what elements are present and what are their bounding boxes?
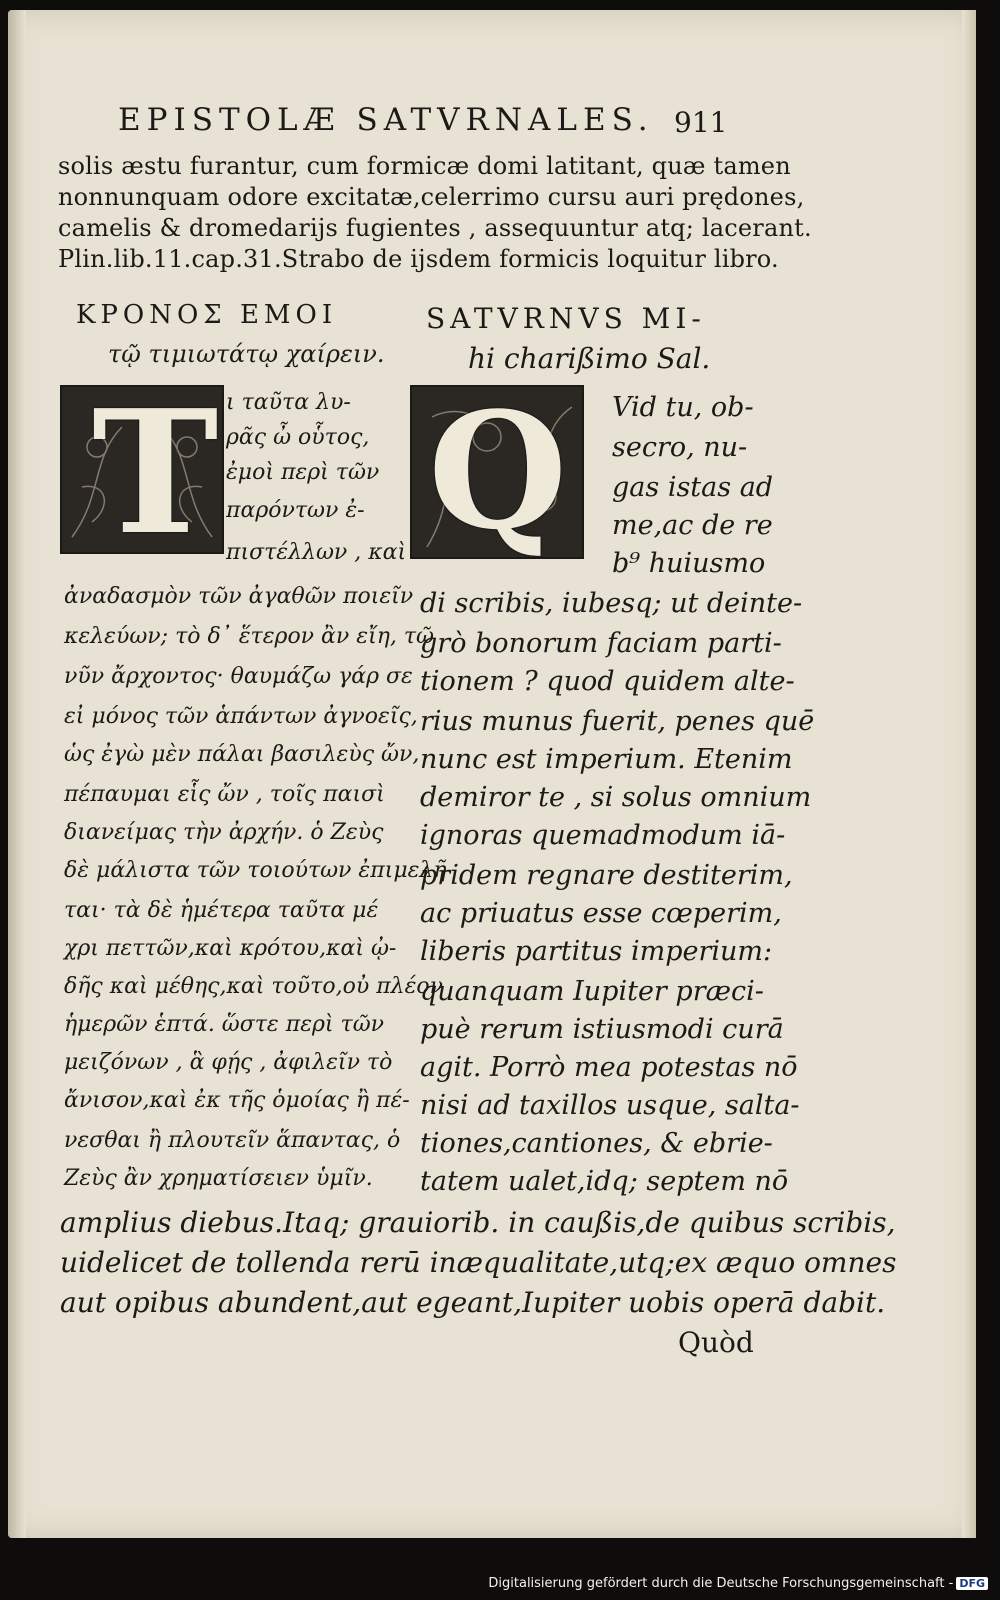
page-gutter-shadow xyxy=(8,10,26,1538)
greek-line: ι ταῦτα λυ- xyxy=(226,390,351,415)
greek-line: χρι πεττῶν,καὶ κρότου,καὶ ᾠ- xyxy=(64,936,397,961)
latin-line: ignoras quemadmodum iā- xyxy=(420,820,786,851)
greek-letter-salutation: τῷ τιμιωτάτῳ χαίρειν. xyxy=(108,340,385,368)
greek-line: ται· τὰ δὲ ἡμέτερα ταῦτα μέ xyxy=(64,898,379,923)
decorated-initial-t xyxy=(60,385,224,554)
page-number: 911 xyxy=(674,106,728,139)
latin-line: b⁹ huiusmo xyxy=(612,548,766,579)
latin-line: nunc est imperium. Etenim xyxy=(420,744,793,775)
greek-line: πέπαυμαι εἷς ὤν , τοῖς παισὶ xyxy=(64,782,385,807)
latin-line: ac priuatus esse cœperim, xyxy=(420,898,782,929)
page-edge-shadow xyxy=(962,10,976,1538)
initial-letter-q: Q xyxy=(428,385,568,559)
latin-line: tiones,cantiones, & ebrie- xyxy=(420,1128,773,1159)
credit-text: Digitalisierung gefördert durch die Deutsche Forschungsgemeinschaft - xyxy=(488,1576,954,1591)
greek-line: ἀναδασμὸν τῶν ἀγαθῶν ποιεῖν xyxy=(64,584,414,609)
top-paragraph-line-3: camelis & dromedarijs fugientes , assequuntur atq; lacerant. xyxy=(58,214,812,242)
greek-letter-heading: ΚΡΟΝΟΣ ΕΜΟΙ xyxy=(76,300,338,330)
running-header: EPISTOLÆ SATVRNALES. xyxy=(118,102,654,138)
latin-line: tatem ualet,idq; septem nō xyxy=(420,1166,789,1197)
greek-line: Ζεὺς ἂν χρηματίσειεν ὑμῖν. xyxy=(64,1166,373,1191)
top-paragraph-line-4: Plin.lib.11.cap.31.Strabo de ijsdem formicis loquitur libro. xyxy=(58,245,779,273)
dfg-logo-icon: DFG xyxy=(956,1577,988,1590)
initial-letter-t: T xyxy=(92,385,219,554)
latin-letter-salutation: hi charißimo Sal. xyxy=(468,342,711,375)
latin-line: agit. Porrò mea potestas nō xyxy=(420,1052,798,1083)
decorated-initial-q xyxy=(410,385,584,559)
top-paragraph-line-1: solis æstu furantur, cum formicæ domi latitant, quæ tamen xyxy=(58,152,791,180)
latin-line: grò bonorum faciam parti- xyxy=(420,628,782,659)
greek-line: ρᾶς ὦ οὗτος, xyxy=(226,425,370,450)
latin-line: pridem regnare destiterim, xyxy=(420,860,793,891)
latin-line: rius munus fuerit, penes quē xyxy=(420,706,815,737)
latin-line: demiror te , si solus omnium xyxy=(420,782,812,813)
greek-line: ἡμερῶν ἑπτά. ὥστε περὶ τῶν xyxy=(64,1012,385,1037)
greek-line: ὡς ἐγὼ μὲν πάλαι βασιλεὺς ὤν, xyxy=(64,742,420,767)
latin-line: quanquam Iupiter præci- xyxy=(420,976,764,1007)
greek-line: ἄνισον,καὶ ἐκ τῆς ὁμοίας ἢ πέ- xyxy=(64,1088,410,1113)
latin-line: Vid tu, ob- xyxy=(612,392,754,423)
latin-line: puè rerum istiusmodi curā xyxy=(420,1014,784,1045)
greek-line: νεσθαι ἢ πλουτεῖν ἅπαντας, ὁ xyxy=(64,1128,401,1153)
greek-line: παρόντων ἐ- xyxy=(226,498,365,523)
bottom-paragraph-line-2: uidelicet de tollenda rerū inæqualitate,utq;ex æquo omnes xyxy=(60,1246,897,1279)
greek-line: νῦν ἄρχοντος· θαυμάζω γάρ σε xyxy=(64,664,413,689)
bottom-paragraph-line-3: aut opibus abundent,aut egeant,Iupiter uobis operā dabit. xyxy=(60,1286,886,1319)
latin-line: secro, nu- xyxy=(612,432,748,463)
latin-line: nisi ad taxillos usque, salta- xyxy=(420,1090,800,1121)
greek-line: διανείμας τὴν ἀρχήν. ὁ Ζεὺς xyxy=(64,820,384,845)
bottom-paragraph-line-1: amplius diebus.Itaq; grauiorib. in caußis,de quibus scribis, xyxy=(60,1206,896,1239)
greek-line: εἰ μόνος τῶν ἁπάντων ἀγνοεῖς, xyxy=(64,704,418,729)
latin-line: gas istas ad xyxy=(612,472,774,503)
greek-line: μειζόνων , ἃ φῄς , ἀφιλεῖν τὸ xyxy=(64,1050,393,1075)
latin-line: tionem ? quod quidem alte- xyxy=(420,666,795,697)
top-paragraph-line-2: nonnunquam odore excitatæ,celerrimo cursu auri prędones, xyxy=(58,183,805,211)
latin-line: di scribis, iubesq; ut deinte- xyxy=(420,588,803,619)
greek-line: κελεύων; τὸ δ᾽ ἕτερον ἂν εἴη, τῶ xyxy=(64,624,434,649)
greek-line: πιστέλλων , καὶ xyxy=(226,540,407,565)
latin-letter-heading: SATVRNVS MI- xyxy=(426,302,706,335)
digitization-credit xyxy=(488,1576,988,1591)
greek-line: δὲ μάλιστα τῶν τοιούτων ἐπιμελῆ xyxy=(64,858,447,883)
latin-line: liberis partitus imperium: xyxy=(420,936,773,967)
greek-line: δῆς καὶ μέθης,καὶ τοῦτο,οὐ πλέον xyxy=(64,974,444,999)
catchword: Quòd xyxy=(678,1326,754,1359)
latin-line: me,ac de re xyxy=(612,510,773,541)
greek-line: ἐμοὶ περὶ τῶν xyxy=(226,460,380,485)
